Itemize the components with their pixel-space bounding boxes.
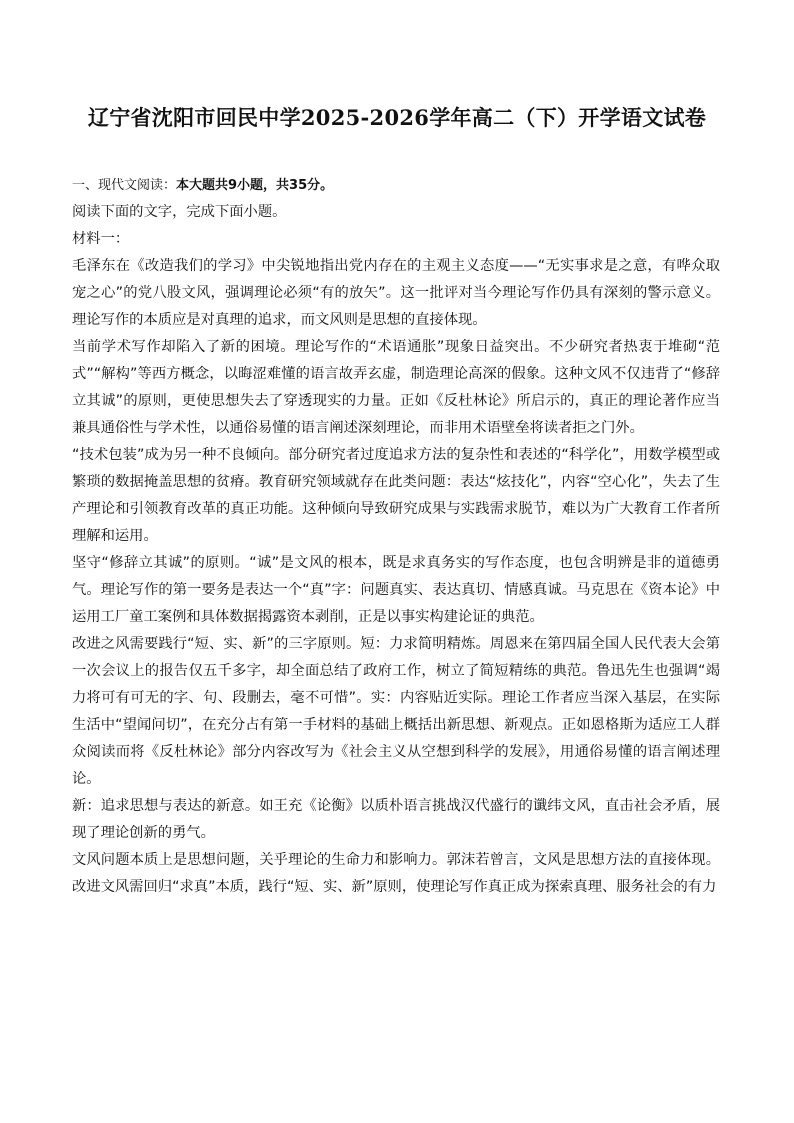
section-heading-prefix: 一、现代文阅读： [72,178,177,193]
paragraph: 坚守“修辞立其诚”的原则。“诚”是文风的根本，既是求真务实的写作态度，也包含明辨是非的道德勇气。理论写作的第一要务是表达一个“真”字：问题真实、表达真切、情感真诚。马克思在《资本论》中运用工厂童工案例和具体数据揭露资本剥削，正是以事实构建论证的典范。 [72,555,720,625]
reading-instruction: 阅读下面的文字，完成下面小题。 [72,204,287,220]
material-label: 材料一： [72,231,130,247]
paragraph: “技术包装”成为另一种不良倾向。部分研究者过度追求方法的复杂性和表述的“科学化”，用数学模型或繁琐的数据掩盖思想的贫瘠。教育研究领域就存在此类问题：表达“炫技化”，内容“空心化”，失去了生产理论和引领教育改革的真正功能。这种倾向导致研究成果与实践需求脱节，难以为广大教育工作者所理解和运用。 [72,447,720,544]
section-heading-detail: 本大题共9小题，共35分。 [176,178,334,193]
document-body [72,172,720,901]
paragraph: 改进之风需要践行“短、实、新”的三字原则。短：力求简明精炼。周恩来在第四届全国人民代表大会第一次会议上的报告仅五千多字，却全面总结了政府工作，树立了简短精练的典范。鲁迅先生也强调“竭力将可有可无的字、句、段删去，毫不可惜”。实：内容贴近实际。理论工作者应当深入基层，在实际生活中“望闻问切”，在充分占有第一手材料的基础上概括出新思想、新观点。正如恩格斯为适应工人群众阅读而将《反杜林论》部分内容改写为《社会主义从空想到科学的发展》，用通俗易懂的语言阐述理论。 [72,636,720,787]
paragraph: 当前学术写作却陷入了新的困境。理论写作的“术语通胀”现象日益突出。不少研究者热衷于堆砌“范式”“解构”等西方概念，以晦涩难懂的语言故弄玄虚，制造理论高深的假象。这种文风不仅违背了“修辞立其诚”的原则，更使思想失去了穿透现实的力量。正如《反杜林论》所启示的，真正的理论著作应当兼具通俗性与学术性，以通俗易懂的语言阐述深刻理论，而非用术语壁垒将读者拒之门外。 [72,339,720,436]
paragraph: 新：追求思想与表达的新意。如王充《论衡》以质朴语言挑战汉代盛行的谶纬文风，直击社会矛盾，展现了理论创新的勇气。 [72,798,720,841]
page-title: 辽宁省沈阳市回民中学2025-2026学年高二（下）开学语文试卷 [87,105,707,130]
paragraph: 毛泽东在《改造我们的学习》中尖锐地指出党内存在的主观主义态度——“无实事求是之意，有哗众取宠之心”的党八股文风，强调理论必须“有的放矢”。这一批评对当今理论写作仍具有深刻的警示意义。理论写作的本质应是对真理的追求，而文风则是思想的直接体现。 [72,258,720,328]
section-heading [72,172,720,199]
paragraph: 文风问题本质上是思想问题，关乎理论的生命力和影响力。郭沫若曾言，文风是思想方法的直接体现。改进文风需回归“求真”本质，践行“短、实、新”原则，使理论写作真正成为探索真理、服务社会的有力 [72,852,720,895]
